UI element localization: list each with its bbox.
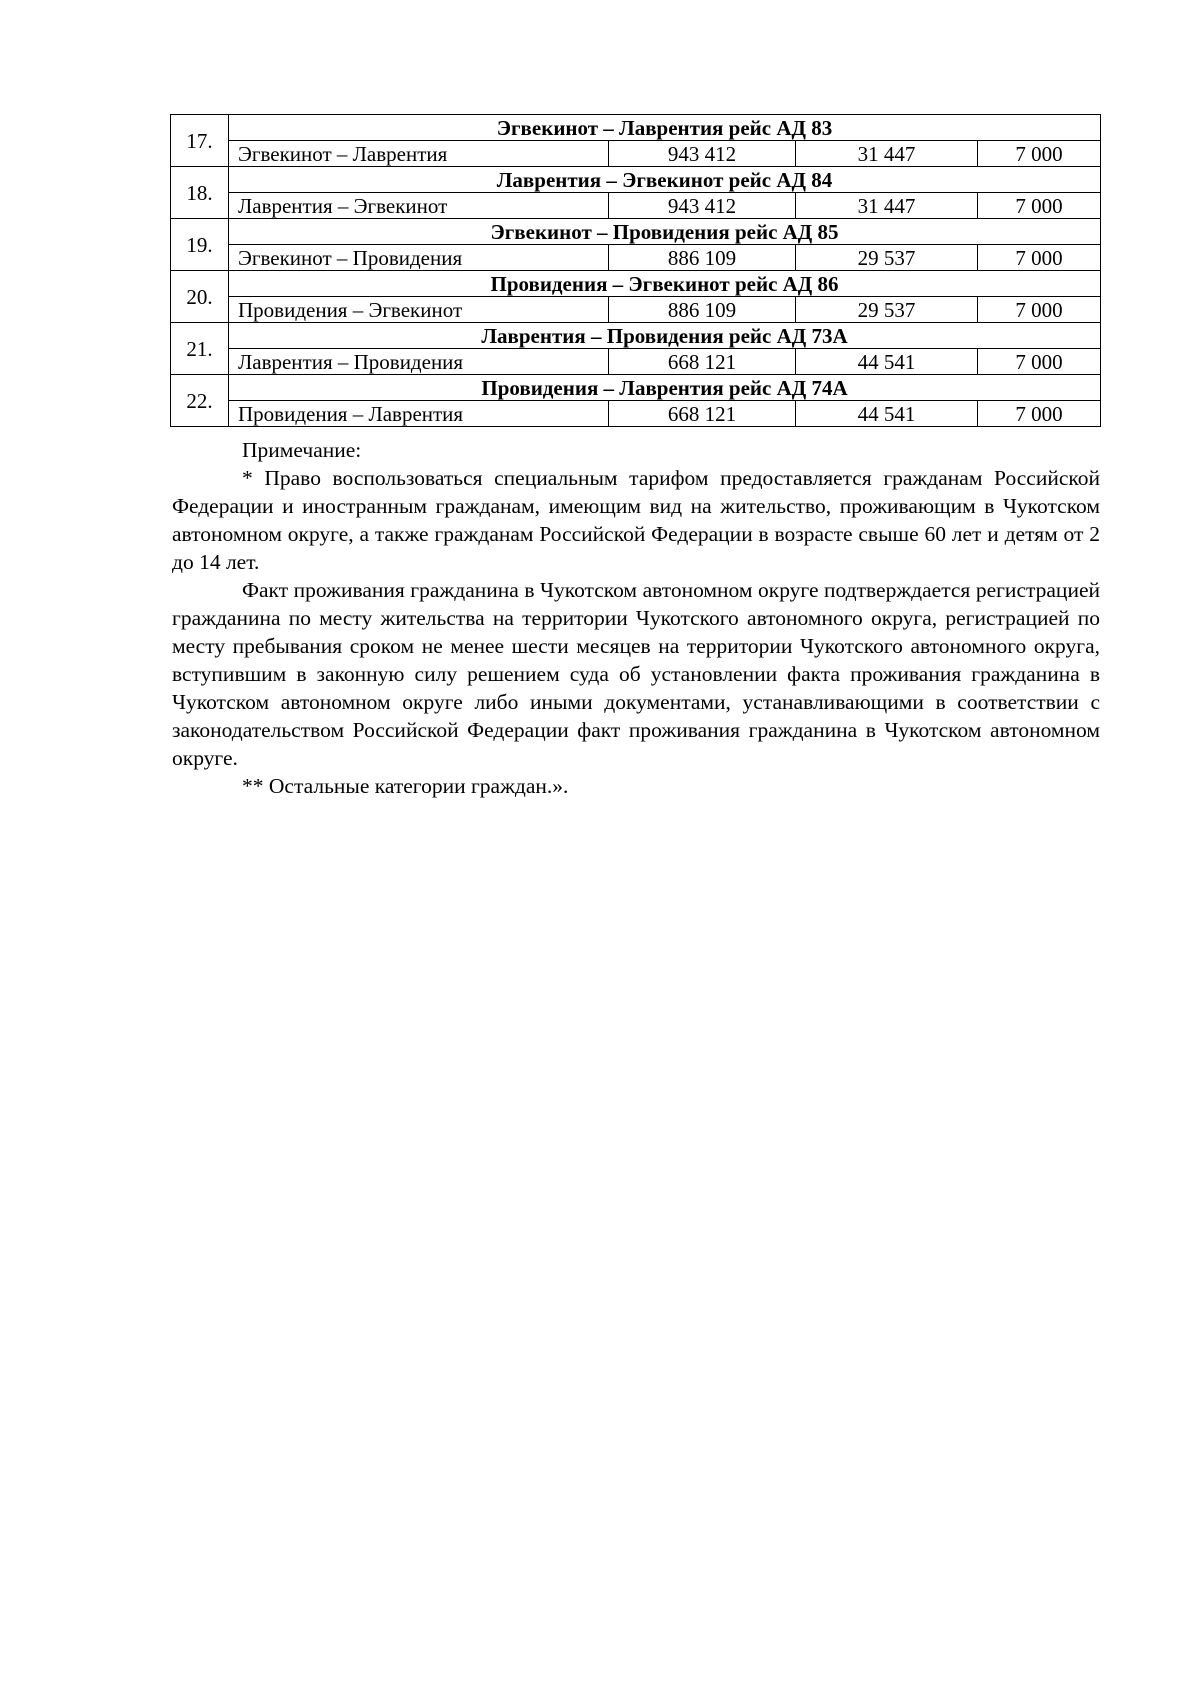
fare-special: 44 541: [796, 349, 978, 375]
fare-full: 943 412: [609, 193, 796, 219]
fare-special: 31 447: [796, 141, 978, 167]
fare-other: 7 000: [978, 349, 1101, 375]
note-paragraph-special-tariff: * Право воспользоваться специальным тарифом предоставляется гражданам Российской Федерации и иностранным гражданам, имеющим вид на жительство, проживающим в Чукотском автономном округе, а также гражданам Российской Федерации в возрасте свыше 60 лет и детям от 2 до 14 лет.: [172, 466, 1100, 574]
note-paragraph-other-categories: ** Остальные категории граждан.».: [242, 774, 569, 798]
route-name: Эгвекинот – Провидения: [229, 245, 609, 271]
fare-table: [170, 114, 1101, 427]
row-number: 20.: [171, 271, 229, 323]
fare-table-body: [171, 115, 1101, 427]
notes-heading: Примечание:: [242, 438, 362, 462]
row-number: 17.: [171, 115, 229, 167]
row-number: 19.: [171, 219, 229, 271]
note-paragraph-residence-proof: Факт проживания гражданина в Чукотском автономном округе подтверждается регистрацией гражданина по месту жительства на территории Чукотского автономного округа, регистрацией по месту пребывания сроком не менее шести месяцев на территории Чукотского автономного округа, вступившим в законную силу решением суда об установлении факта проживания гражданина в Чукотском автономном округе либо иными документами, устанавливающими в соответствии с законодательством Российской Федерации факт проживания гражданина в Чукотском автономном округе.: [172, 578, 1100, 770]
table-row: [171, 349, 1101, 375]
route-name: Лаврентия – Провидения: [229, 349, 609, 375]
table-row: [171, 297, 1101, 323]
fare-full: 668 121: [609, 401, 796, 427]
row-number: 22.: [171, 375, 229, 427]
fare-full: 943 412: [609, 141, 796, 167]
fare-special: 29 537: [796, 245, 978, 271]
route-name: Провидения – Лаврентия: [229, 401, 609, 427]
table-row-title: [171, 167, 1101, 193]
route-title: Провидения – Эгвекинот рейс АД 86: [229, 271, 1101, 297]
fare-other: 7 000: [978, 193, 1101, 219]
fare-full: 886 109: [609, 245, 796, 271]
fare-other: 7 000: [978, 245, 1101, 271]
route-title: Лаврентия – Провидения рейс АД 73А: [229, 323, 1101, 349]
table-row-title: [171, 375, 1101, 401]
route-name: Лаврентия – Эгвекинот: [229, 193, 609, 219]
table-row: [171, 245, 1101, 271]
fare-full: 668 121: [609, 349, 796, 375]
table-row: [171, 141, 1101, 167]
table-row: [171, 193, 1101, 219]
fare-full: 886 109: [609, 297, 796, 323]
route-title: Провидения – Лаврентия рейс АД 74А: [229, 375, 1101, 401]
table-row: [171, 401, 1101, 427]
fare-other: 7 000: [978, 141, 1101, 167]
fare-other: 7 000: [978, 401, 1101, 427]
table-row-title: [171, 115, 1101, 141]
table-row-title: [171, 219, 1101, 245]
route-title: Лаврентия – Эгвекинот рейс АД 84: [229, 167, 1101, 193]
table-row-title: [171, 271, 1101, 297]
row-number: 18.: [171, 167, 229, 219]
route-name: Провидения – Эгвекинот: [229, 297, 609, 323]
row-number: 21.: [171, 323, 229, 375]
route-title: Эгвекинот – Лаврентия рейс АД 83: [229, 115, 1101, 141]
route-title: Эгвекинот – Провидения рейс АД 85: [229, 219, 1101, 245]
notes-section: [172, 436, 1100, 800]
fare-special: 29 537: [796, 297, 978, 323]
table-row-title: [171, 323, 1101, 349]
route-name: Эгвекинот – Лаврентия: [229, 141, 609, 167]
fare-special: 31 447: [796, 193, 978, 219]
fare-special: 44 541: [796, 401, 978, 427]
fare-other: 7 000: [978, 297, 1101, 323]
